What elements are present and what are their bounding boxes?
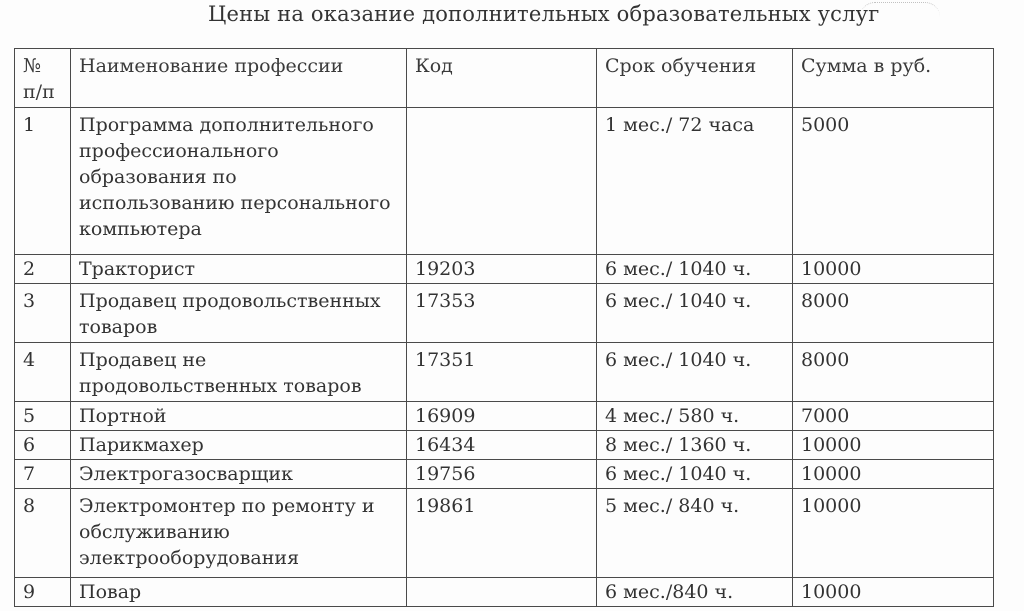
cell-num: 3: [15, 284, 71, 343]
table-row: [15, 578, 994, 607]
cell-num: 7: [15, 460, 71, 489]
cell-sum: 8000: [793, 343, 994, 402]
cell-name: Продавец не продовольственных товаров: [71, 343, 407, 402]
cell-name: Портной: [71, 402, 407, 431]
table-row: [15, 108, 994, 255]
cell-sum: 10000: [793, 431, 994, 460]
cell-term: 6 мес./ 1040 ч.: [597, 343, 793, 402]
cell-num: 8: [15, 489, 71, 578]
cell-term: 4 мес./ 580 ч.: [597, 402, 793, 431]
cell-name: Электрогазосварщик: [71, 460, 407, 489]
table-header-row: [15, 49, 994, 108]
cell-sum: 5000: [793, 108, 994, 255]
cell-sum: 10000: [793, 255, 994, 284]
cell-term: 1 мес./ 72 часа: [597, 108, 793, 255]
cell-name: Продавец продовольственных товаров: [71, 284, 407, 343]
header-term: Срок обучения: [597, 49, 793, 108]
cell-term: 6 мес./840 ч.: [597, 578, 793, 607]
cell-code: 16909: [407, 402, 597, 431]
header-name: Наименование профессии: [71, 49, 407, 108]
header-code: Код: [407, 49, 597, 108]
cell-sum: 10000: [793, 460, 994, 489]
stamp-mark: [860, 2, 940, 17]
cell-code: [407, 108, 597, 255]
cell-num: 2: [15, 255, 71, 284]
cell-sum: 7000: [793, 402, 994, 431]
cell-term: 8 мес./ 1360 ч.: [597, 431, 793, 460]
cell-term: 6 мес./ 1040 ч.: [597, 460, 793, 489]
table-row: [15, 489, 994, 578]
cell-num: 6: [15, 431, 71, 460]
cell-name: Парикмахер: [71, 431, 407, 460]
cell-code: 19756: [407, 460, 597, 489]
cell-sum: 10000: [793, 489, 994, 578]
header-num: № п/п: [15, 49, 71, 108]
table-row: [15, 284, 994, 343]
table-row: [15, 255, 994, 284]
cell-num: 4: [15, 343, 71, 402]
cell-term: 5 мес./ 840 ч.: [597, 489, 793, 578]
cell-term: 6 мес./ 1040 ч.: [597, 255, 793, 284]
cell-sum: 10000: [793, 578, 994, 607]
cell-name: Программа дополнительного профессионального образования по использованию персонального компьютера: [71, 108, 407, 255]
price-table: [14, 48, 994, 607]
page-title: Цены на оказание дополнительных образовательных услуг: [208, 2, 880, 26]
cell-name: Повар: [71, 578, 407, 607]
table-row: [15, 402, 994, 431]
cell-term: 6 мес./ 1040 ч.: [597, 284, 793, 343]
cell-code: 17353: [407, 284, 597, 343]
cell-sum: 8000: [793, 284, 994, 343]
cell-code: 16434: [407, 431, 597, 460]
table-row: [15, 343, 994, 402]
cell-name: Тракторист: [71, 255, 407, 284]
cell-num: 5: [15, 402, 71, 431]
cell-num: 9: [15, 578, 71, 607]
cell-code: 19861: [407, 489, 597, 578]
cell-code: 19203: [407, 255, 597, 284]
cell-num: 1: [15, 108, 71, 255]
table-row: [15, 460, 994, 489]
header-sum: Сумма в руб.: [793, 49, 994, 108]
cell-code: 17351: [407, 343, 597, 402]
cell-name: Электромонтер по ремонту и обслуживанию электрооборудования: [71, 489, 407, 578]
cell-code: [407, 578, 597, 607]
table-row: [15, 431, 994, 460]
